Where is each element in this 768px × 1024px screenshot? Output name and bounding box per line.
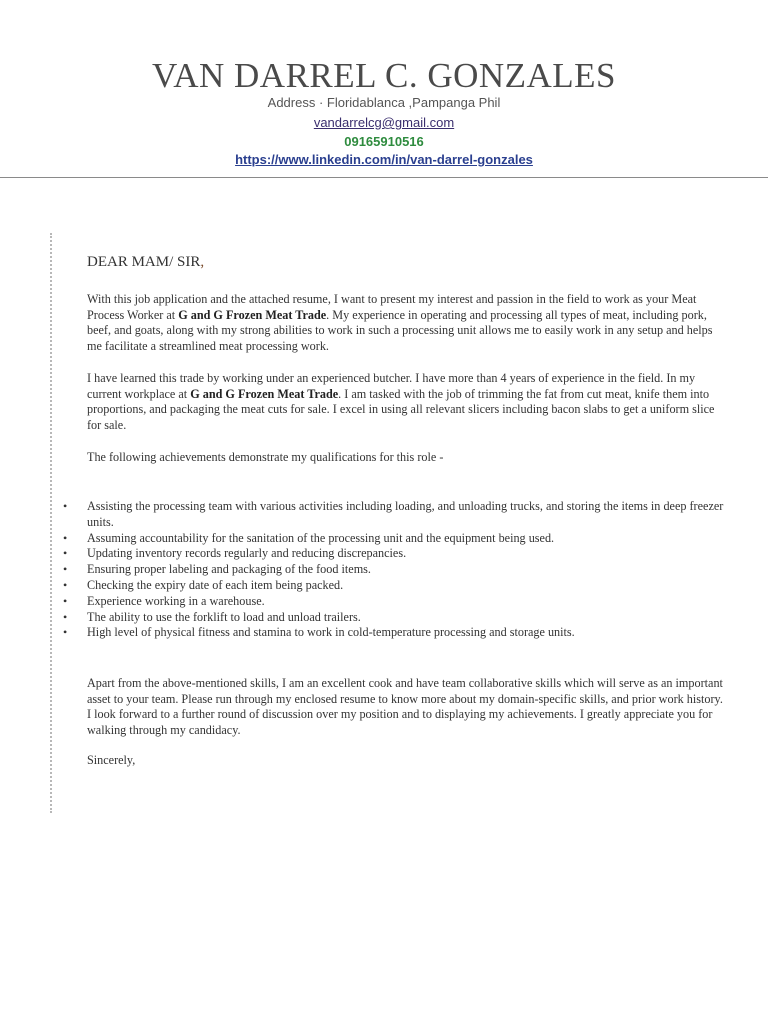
letterhead [0, 0, 768, 178]
list-item: • The ability to use the forklift to load and unload trailers. [60, 610, 730, 626]
phone-number: 09165910516 [344, 134, 424, 149]
salutation [87, 254, 204, 271]
list-item: • High level of physical fitness and stamina to work in cold-temperature processing and storage units. [60, 625, 730, 641]
linkedin-link[interactable]: https://www.linkedin.com/in/van-darrel-gonzales [235, 152, 533, 167]
email-link[interactable]: vandarrelcg@gmail.com [313, 115, 455, 130]
list-item: • Checking the expiry date of each item being packed. [60, 578, 730, 594]
experience-text-a: I have learned this trade by working under an experienced butcher. I have more than 4 years of experience in the field. In my current workplace at [87, 371, 696, 401]
paragraph-intro [87, 292, 727, 354]
applicant-name: VAN DARREL C. GONZALES [151, 56, 617, 95]
list-item: • Assuming accountability for the sanitation of the processing unit and the equipment being used. [60, 531, 730, 547]
company-name: G and G Frozen Meat Trade [178, 307, 327, 322]
intro-text-a: With this job application and the attached resume, I want to present my interest and passion in the field to work as your Meat Process Worker at [87, 292, 697, 322]
left-margin-guide [50, 233, 52, 813]
achievements-list [60, 499, 730, 641]
salutation-text: DEAR MAM/ SIR [87, 254, 201, 270]
paragraph-achievements-intro: The following achievements demonstrate my qualifications for this role - [87, 450, 444, 464]
intro-text-b: . My experience in operating and processing all types of meat, including pork, beef, and goats, along with my strong abilities to work in such a processing unit allows me to easily work in any setup and helps me facilitate a streamlined meat processing work. [87, 307, 713, 353]
paragraph-experience [87, 371, 727, 433]
list-item: • Updating inventory records regularly and reducing discrepancies. [60, 546, 730, 562]
experience-text-b: . I am tasked with the job of trimming the fat from cut meat, knife them into proportions, and packaging the meat cuts for sale. I excel in using all relevant slicers including bacon slabs to get a uniform slice for sale. [87, 386, 715, 432]
list-item: • Experience working in a warehouse. [60, 594, 730, 610]
list-item: • Assisting the processing team with various activities including loading, and unloading trucks, and storing the items in deep freezer units. [60, 499, 730, 531]
sign-off: Sincerely, [87, 753, 136, 767]
salutation-comma: , [200, 254, 205, 270]
list-item: • Ensuring proper labeling and packaging of the food items. [60, 562, 730, 578]
company-name: G and G Frozen Meat Trade [190, 386, 339, 401]
address-line: Address · Floridablanca ,Pampanga Phil [267, 95, 501, 110]
paragraph-closing: Apart from the above-mentioned skills, I am an excellent cook and have team collaborative skills which will serve as an important asset to your team. Please run through my enclosed resume to know more about my domain-specific skills, and prior work history. I look forward to a further round of discussion over my position and to displaying my achievements. I greatly appreciate you for walking through my candidacy. [87, 676, 723, 737]
